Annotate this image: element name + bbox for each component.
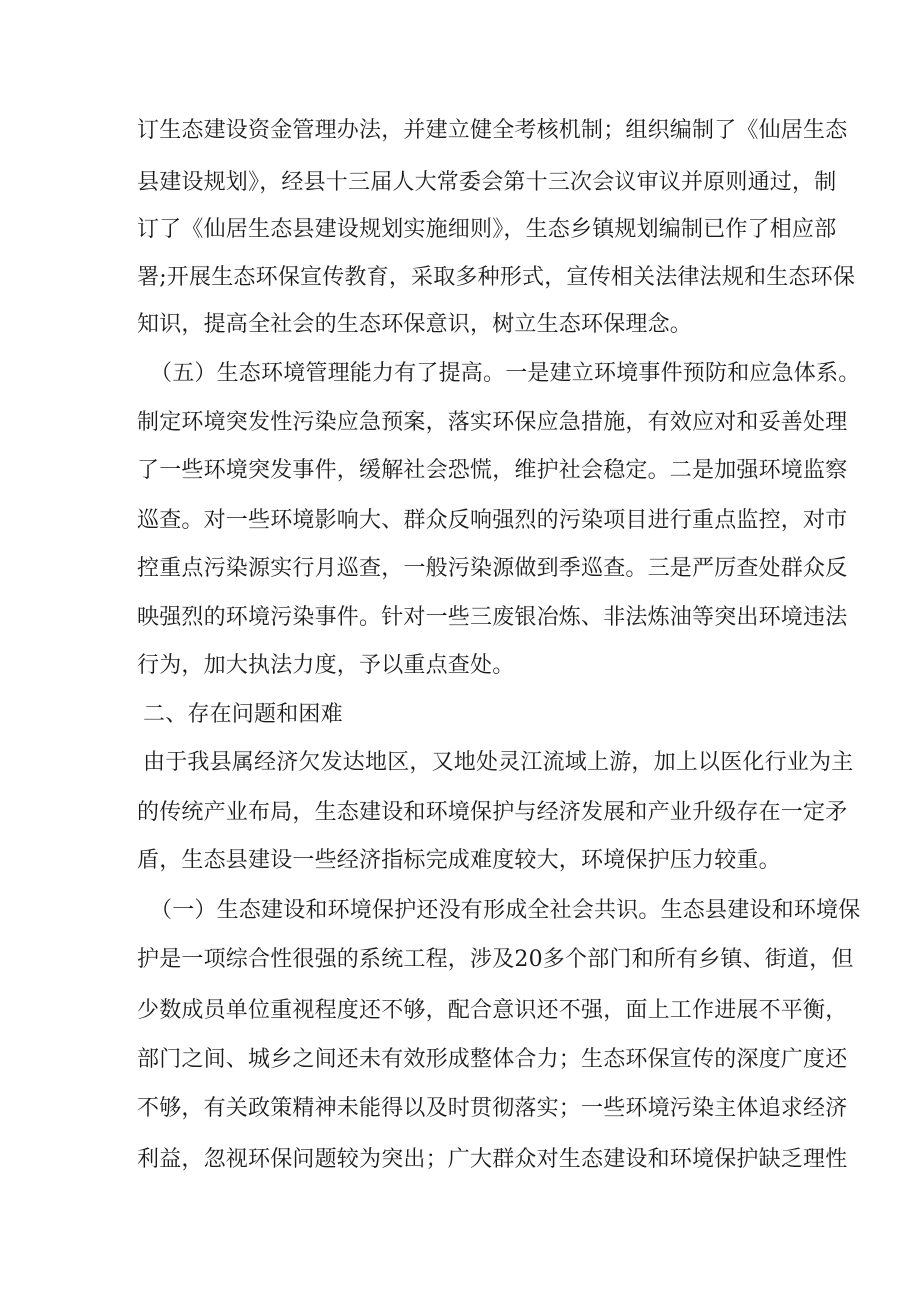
paragraph-first-line: 由于我县属经济欠发达地区，又地处灵江流域上游，加上以医化行业为主 — [143, 750, 854, 775]
text-line: 巡查。对一些环境影响大、群众反响强烈的污染项目进行重点监控，对市 — [137, 508, 848, 533]
text-line: 行为，加大执法力度，予以重点查处。 — [137, 653, 515, 678]
text-line: 护是一项综合性很强的系统工程，涉及20多个部门和所有乡镇、街道，但 — [137, 947, 854, 972]
text-line: 知识，提高全社会的生态环保意识，树立生态环保理念。 — [137, 312, 693, 337]
text-line: 了一些环境突发事件，缓解社会恐慌，维护社会稳定。二是加强环境监察 — [137, 458, 848, 483]
text-line: 部门之间、城乡之间还未有效形成整体合力；生态环保宣传的深度广度还 — [137, 1047, 848, 1072]
text-line: 控重点污染源实行月巡查，一般污染源做到季巡查。三是严厉查处群众反 — [137, 556, 848, 581]
text-line: 署;开展生态环保宣传教育，采取多种形式，宣传相关法律法规和生态环保 — [137, 265, 856, 290]
text-line: 利益，忽视环保问题较为突出；广大群众对生态建设和环境保护缺乏理性 — [137, 1147, 848, 1172]
paragraph-heading-line: （五）生态环境管理能力有了提高。一是建立环境事件预防和应急体系。 — [150, 361, 861, 386]
text-line: 不够，有关政策精神未能得以及时贯彻落实；一些环境污染主体追求经济 — [137, 1096, 848, 1121]
section-heading: 二、存在问题和困难 — [143, 702, 343, 727]
paragraph-heading-line: （一）生态建设和环境保护还没有形成全社会共识。生态县建设和环境保 — [150, 898, 861, 923]
text-line: 少数成员单位重视程度还不够，配合意识还不强，面上工作进展不平衡， — [137, 998, 848, 1023]
text-line: 县建设规划》，经县十三届人大常委会第十三次会议审议并原则通过，制 — [137, 170, 837, 195]
text-line: 订生态建设资金管理办法，并建立健全考核机制；组织编制了《仙居生态 — [137, 118, 848, 143]
text-line: 订了《仙居生态县建设规划实施细则》，生态乡镇规划编制已作了相应部 — [137, 217, 837, 242]
text-line: 的传统产业布局，生态建设和环境保护与经济发展和产业升级存在一定矛 — [137, 800, 848, 825]
text-line: 映强烈的环境污染事件。针对一些三废银冶炼、非法炼油等突出环境违法 — [137, 605, 848, 630]
text-line: 制定环境突发性污染应急预案，落实环保应急措施，有效应对和妥善处理 — [137, 410, 848, 435]
text-line: 盾，生态县建设一些经济指标完成难度较大，环境保护压力较重。 — [137, 848, 781, 873]
